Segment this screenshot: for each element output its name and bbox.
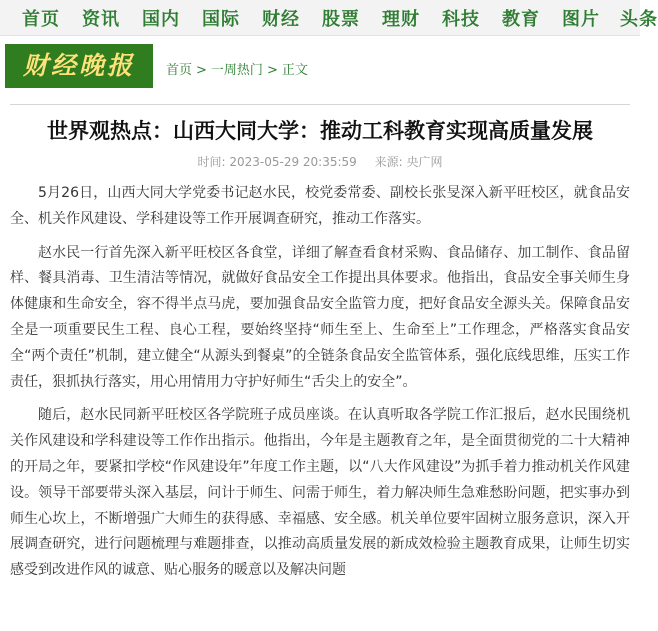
breadcrumb — [166, 59, 308, 78]
time-label: 时间: — [197, 155, 226, 169]
breadcrumb-section[interactable]: 一周热门 — [210, 63, 263, 78]
nav-item-wealth[interactable]: 理财 — [382, 9, 420, 30]
article-paragraph: 5月26日，山西大同大学党委书记赵水民，校党委常委、副校长张旻深入新平旺校区，就食品安全、机关作风建设、学科建设等工作开展调查研究，推动工作落实。 — [10, 185, 630, 227]
nav-item-headlines[interactable]: 头条 — [620, 9, 658, 30]
site-logo[interactable]: 财经晚报 — [5, 44, 153, 88]
top-nav-bar — [0, 0, 658, 36]
nav-item-finance[interactable]: 财经 — [262, 9, 300, 30]
nav-item-education[interactable]: 教育 — [502, 9, 540, 30]
breadcrumb-current: 正文 — [281, 63, 308, 78]
breadcrumb-separator: > — [196, 63, 207, 78]
nav-item-stocks[interactable]: 股票 — [322, 9, 360, 30]
article-meta — [0, 153, 640, 170]
brand-bar — [0, 44, 640, 92]
breadcrumb-separator: > — [266, 63, 278, 78]
article-paragraph: 随后，赵水民同新平旺校区各学院班子成员座谈。在认真听取各学院工作汇报后，赵水民围绕机关作风建设和学科建设等工作作出指示。他指出，今年是主题教育之年，是全面贯彻党的二十大精神的开局之年，要紧扣学校“作风建设年”年度工作主题，以“八大作风建设”为抓手着力推动机关作风建设。领导干部要带头深入基层，问计于师生、问需于师生，着力解决师生急难愁盼问题，把实事办到师生心坎上，不断增强广大师生的获得感、幸福感、安全感。机关单位要牢固树立服务意识，深入开展调查研究，进行问题梳理与难题排查，以推动高质量发展的新成效检验主题教育成果，让师生切实感受到改进作风的诚意、贴心服务的暖意以及解决问题 — [10, 407, 630, 579]
nav-item-domestic[interactable]: 国内 — [142, 9, 180, 30]
publish-time: 2023-05-29 20:35:59 — [229, 155, 357, 169]
header-divider — [10, 104, 630, 105]
article-source: 央广网 — [406, 155, 443, 169]
article-paragraph: 赵水民一行首先深入新平旺校区各食堂，详细了解查看食材采购、食品储存、加工制作、食品留样、餐具消毒、卫生清洁等情况，就做好食品安全工作提出具体要求。他指出，食品安全事关师生身体健康和生命安全，容不得半点马虎，要加强食品安全监管力度，把好食品安全源头关。保障食品安全是一项重要民生工程、良心工程，要始终坚持“师生至上、生命至上”工作理念，严格落实食品安全“两个责任”机制，建立健全“从源头到餐桌”的全链条食品安全监管体系，强化底线思维，压实工作责任，狠抓执行落实，用心用情用力守护好师生“舌尖上的安全”。 — [10, 244, 630, 390]
nav-item-home[interactable]: 首页 — [22, 9, 60, 30]
nav-item-news[interactable]: 资讯 — [82, 9, 120, 30]
nav-item-pictures[interactable]: 图片 — [562, 9, 600, 30]
article-title: 世界观热点：山西大同大学：推动工科教育实现高质量发展 — [47, 119, 593, 143]
source-label: 来源: — [374, 155, 403, 169]
nav-item-international[interactable]: 国际 — [202, 9, 240, 30]
breadcrumb-home[interactable]: 首页 — [166, 63, 193, 78]
nav-item-tech[interactable]: 科技 — [442, 9, 480, 30]
article-body — [10, 181, 630, 592]
